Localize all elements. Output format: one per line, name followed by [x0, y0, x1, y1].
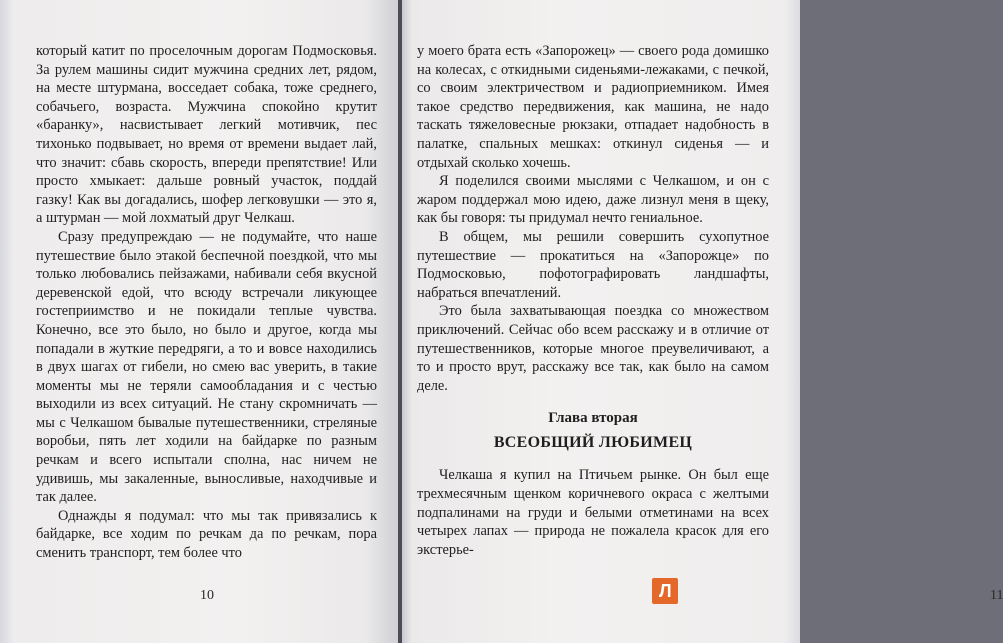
left-page [0, 0, 398, 643]
paragraph: у моего брата есть «Запорожец» — своего рода домишко на колесах, с откидными сиденьями-лежаками, с печкой, со своим электричеством и радиоприемником. Имея такое средство передвижения, как машина, не надо таскать тяжеловесные рюкзаки, отпадает надобность в палатке, спальных мешках: откинул сиденья — и отдыхай сколько хочешь. [417, 43, 769, 171]
chapter-title: ВСЕОБЩИЙ ЛЮБИМЕЦ [493, 433, 693, 451]
paragraph: В общем, мы решили совершить сухопутное путешествие — прокатиться на «Запорожце» по Подмосковью, пофотографировать ландшафты, набраться впечатлений. [417, 228, 769, 301]
left-page-text [36, 42, 377, 563]
labirint-logo-icon [652, 578, 678, 604]
page-number-left: 10 [200, 588, 214, 603]
right-page-text [417, 42, 769, 559]
chapter-number: Глава вторая [548, 410, 638, 427]
paragraph: Сразу предупреждаю — не подумайте, что наше путешествие было этакой беспечной поездкой, что мы только любовались пейзажами, набивали себя вкусной деревенской едой, что всюду встречали ликующее гостеприимство и не покидали теплые чувства. Конечно, все это было, но было и другое, когда мы попадали в жуткие передряги, а то и вовсе находились в двух шагах от гибели, но смею вас уверить, в такие моменты мы не теряли самообладания и с честью выходили из всех ситуаций. Не стану скромничать — мы с Челкашом бывалые путешественники, стреляные воробьи, пять лет ходили на байдарке по разным речкам и всего испытали сполна, нас ничем не удивишь, мы закаленные, выносливые, находчивые и так далее. [36, 228, 377, 506]
logo-letter: Л [659, 581, 672, 601]
paragraph: Однажды я подумал: что мы так привязались к байдарке, все ходим по речкам да по речкам, пора сменить транспорт, тем более что [36, 507, 377, 562]
paragraph: который катит по проселочным дорогам Подмосковья. За рулем машины сидит мужчина средних лет, рядом, на месте штурмана, восседает собака, тоже среднего, собачьего, возраста. Мужчина спокойно крутит «баранку», насвистывает легкий мотивчик, пес тихонько подвывает, но время от времени выдает лай, что значит: сбавь скорость, впереди препятствие! Или просто хмыкает: дальше ровный участок, поддай газку! Как вы догадались, шофер легковушки — это я, а штурман — мой лохматый друг Челкаш. [36, 43, 377, 227]
page-number-right: 11 [990, 588, 1003, 603]
paragraph: Челкаша я купил на Птичьем рынке. Он был еще трехмесячным щенком коричневого окраса с желтыми подпалинами на груди и белыми отметинами на всех четырех лапах — природа не пожалела красок для его экстерье- [417, 467, 769, 558]
paragraph: Я поделился своими мыслями с Челкашом, и он с жаром поддержал мою идею, даже лизнул меня в щеку, как бы говоря: ты придумал нечто гениальное. [417, 173, 769, 227]
paragraph: Это была захватывающая поездка со множеством приключений. Сейчас обо всем расскажу и в отличие от путешественников, которые многое преувеличивают, а то и просто врут, расскажу все так, как было на самом деле. [417, 303, 769, 394]
